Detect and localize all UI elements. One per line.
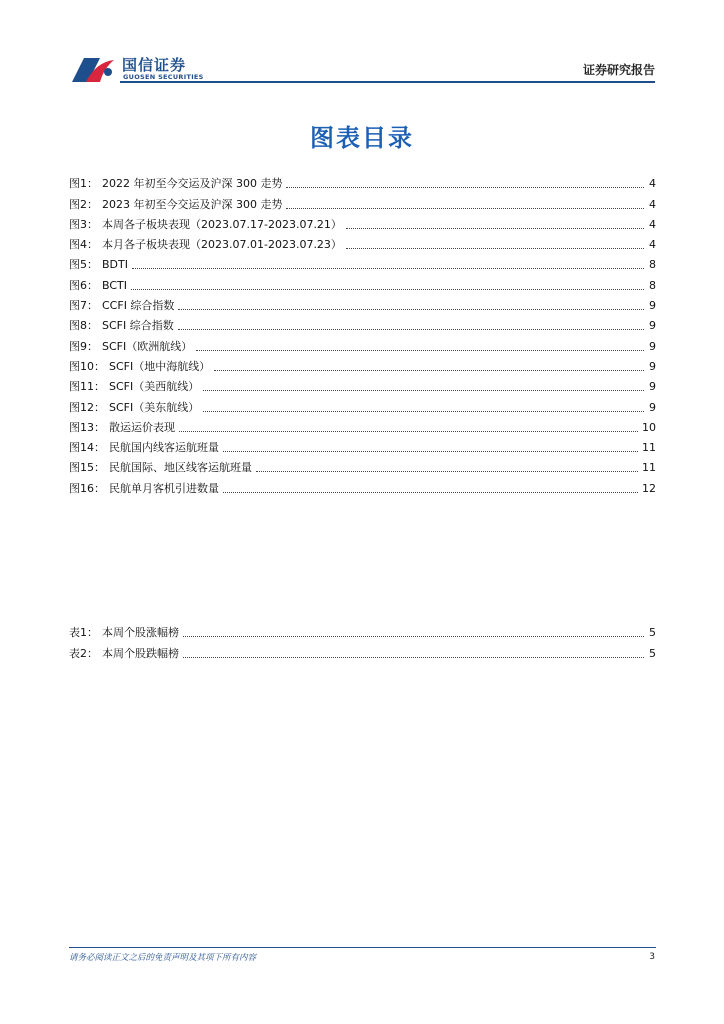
figure-toc-entry[interactable] [69,475,656,495]
toc-entry-label: 图12： [69,400,105,414]
dot-leader [203,410,644,412]
toc-entry-title: SCFI（欧洲航线） [102,339,193,353]
toc-entry-page-number: 4 [649,238,656,252]
toc-entry-title: SCFI（美东航线） [109,400,200,414]
toc-entry-label: 图1： [69,177,98,191]
dot-leader [256,470,638,472]
toc-entry-page-number: 9 [649,400,656,414]
logo-text-en: GUOSEN SECURITIES [123,73,204,81]
dot-leader [132,267,644,269]
toc-entry-title: SCFI 综合指数 [102,319,174,333]
toc-entry-page-number: 11 [642,461,656,475]
toc-entry-page-number: 9 [649,359,656,373]
dot-leader [223,491,638,493]
guosen-logo-icon [70,52,120,86]
dot-leader [346,247,644,249]
toc-entry-title: 本周个股涨幅榜 [102,626,179,640]
figure-toc-entry[interactable] [69,435,656,455]
toc-entry-page-number: 4 [649,217,656,231]
toc-entry-page-number: 9 [649,339,656,353]
toc-entry-page-number: 4 [649,197,656,211]
dot-leader [178,308,644,310]
dot-leader [131,288,644,290]
toc-entry-title: 民航单月客机引进数量 [109,481,219,495]
toc-entry-page-number: 8 [649,278,656,292]
page-title: 图表目录 [310,124,414,152]
table-toc-list [69,620,656,661]
toc-entry-title: SCFI（美西航线） [109,380,200,394]
toc-entry-label: 图8： [69,319,98,333]
figure-toc-entry[interactable] [69,415,656,435]
figure-toc-entry[interactable] [69,374,656,394]
figure-toc-entry[interactable] [69,171,656,191]
toc-entry-page-number: 8 [649,258,656,272]
figure-toc-entry[interactable] [69,354,656,374]
dot-leader [179,430,638,432]
toc-entry-title: 2023 年初至今交运及沪深 300 走势 [102,197,283,211]
figure-toc-entry[interactable] [69,232,656,252]
toc-entry-label: 图7： [69,299,98,313]
dot-leader [346,227,644,229]
toc-entry-label: 图6： [69,278,98,292]
footer-divider [69,947,656,948]
table-toc-entry[interactable] [69,640,656,660]
figure-toc-entry[interactable] [69,272,656,292]
toc-entry-title: SCFI（地中海航线） [109,359,211,373]
report-type-label: 证券研究报告 [582,63,655,77]
toc-entry-page-number: 9 [649,299,656,313]
dot-leader [183,656,644,658]
figure-toc-entry[interactable] [69,333,656,353]
toc-entry-page-number: 4 [649,177,656,191]
toc-entry-title: 本周个股跌幅榜 [102,646,179,660]
page-number: 3 [649,952,655,962]
figure-toc-entry[interactable] [69,252,656,272]
toc-entry-label: 图11： [69,380,105,394]
toc-entry-title: 散运运价表现 [109,420,175,434]
figure-toc-entry[interactable] [69,313,656,333]
figure-toc-entry[interactable] [69,293,656,313]
toc-entry-page-number: 9 [649,319,656,333]
dot-leader [196,349,644,351]
toc-entry-label: 图15： [69,461,105,475]
toc-entry-label: 表1： [69,626,98,640]
toc-entry-page-number: 5 [649,646,656,660]
toc-entry-page-number: 10 [642,420,656,434]
dot-leader [286,207,644,209]
toc-entry-label: 图14： [69,441,105,455]
toc-entry-page-number: 11 [642,441,656,455]
toc-entry-title: 本周各子板块表现（2023.07.17-2023.07.21） [102,217,342,231]
toc-entry-label: 图2： [69,197,98,211]
toc-entry-label: 图9： [69,339,98,353]
toc-entry-label: 图13： [69,420,105,434]
dot-leader [183,635,644,637]
logo-text-cn: 国信证券 [122,56,187,74]
figure-toc-list [69,171,656,496]
page-header [0,0,724,90]
disclaimer-link[interactable]: 请务必阅读正文之后的免责声明及其项下所有内容 [69,953,257,963]
toc-entry-label: 图5： [69,258,98,272]
toc-entry-title: 本月各子板块表现（2023.07.01-2023.07.23） [102,238,342,252]
toc-entry-title: 民航国内线客运航班量 [109,441,219,455]
toc-entry-page-number: 9 [649,380,656,394]
figure-toc-entry[interactable] [69,455,656,475]
dot-leader [223,450,638,452]
toc-entry-label: 图3： [69,217,98,231]
dot-leader [214,369,644,371]
dot-leader [286,186,644,188]
figure-toc-entry[interactable] [69,191,656,211]
header-divider [120,81,655,83]
toc-entry-page-number: 12 [642,481,656,495]
toc-entry-label: 图10： [69,359,105,373]
table-toc-entry[interactable] [69,620,656,640]
toc-entry-label: 图16： [69,481,105,495]
figure-toc-entry[interactable] [69,394,656,414]
figure-toc-entry[interactable] [69,212,656,232]
dot-leader [178,328,644,330]
toc-entry-title: BDTI [102,258,128,272]
toc-entry-title: 2022 年初至今交运及沪深 300 走势 [102,177,283,191]
toc-entry-title: BCTI [102,278,127,292]
toc-entry-label: 图4： [69,238,98,252]
toc-entry-page-number: 5 [649,626,656,640]
toc-entry-title: 民航国际、地区线客运航班量 [109,461,252,475]
toc-entry-title: CCFI 综合指数 [102,299,175,313]
dot-leader [203,389,644,391]
toc-entry-label: 表2： [69,646,98,660]
